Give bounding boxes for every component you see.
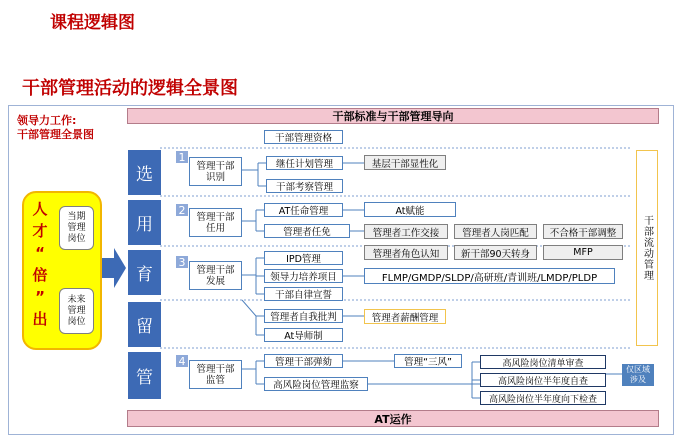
risk-down-box: 高风险岗位半年度向下检查 (480, 391, 606, 405)
base-visibility-box: 基层干部显性化 (364, 155, 446, 170)
stage-use: 用 (128, 200, 161, 245)
unqualified-box: 不合格干部调整 (543, 224, 623, 239)
talent-char: “ (35, 244, 45, 262)
talent-char: ” (35, 288, 45, 306)
appointment-box: 管理者任免 (264, 224, 350, 238)
evaluation-box: 干部考察管理 (266, 179, 343, 193)
process-identify: 管理干部 识别 (189, 157, 242, 186)
leadership-box: 领导力培养项目 (264, 269, 343, 283)
flow-management-panel (636, 150, 658, 346)
succession-box: 继任计划管理 (266, 156, 343, 170)
pay-box: 管理者薪酬管理 (364, 309, 446, 324)
mentor-box: At导师制 (264, 328, 343, 342)
ipd-box: IPD管理 (264, 251, 343, 265)
bottom-banner: AT运作 (127, 410, 659, 427)
stage-manage: 管 (128, 352, 161, 399)
process-appoint: 管理干部 任用 (189, 208, 242, 237)
self-criticism-box: 管理者自我批判 (264, 309, 343, 323)
talent-char: 出 (32, 310, 48, 328)
flow-management-label: 干部流动管理 (641, 215, 653, 281)
stage-retain: 留 (128, 302, 161, 347)
diagram-title: 干部管理活动的逻辑全景图 (22, 78, 238, 99)
step-number: 4 (175, 354, 189, 368)
step-number: 2 (175, 203, 189, 217)
region-tag: 仅区域 涉及 (622, 364, 654, 386)
at-appointment-box: AT任命管理 (264, 203, 343, 217)
step-number: 1 (175, 150, 189, 164)
top-banner: 干部标准与干部管理导向 (127, 108, 659, 124)
step-number: 3 (175, 255, 189, 269)
talent-char: 人 (32, 200, 48, 218)
stage-select: 选 (128, 150, 161, 195)
impeach-box: 管理干部弹劾 (264, 354, 343, 368)
flow-arrow (100, 248, 126, 288)
stage-develop: 育 (128, 250, 161, 295)
page-title: 课程逻辑图 (50, 13, 135, 33)
three-styles-box: 管理“三风” (394, 354, 462, 368)
future-position-box: 未来 管理 岗位 (59, 288, 94, 334)
high-risk-box: 高风险岗位管理监察 (264, 377, 368, 391)
talent-char: 倍 (32, 266, 48, 284)
programs-box: FLMP/GMDP/SLDP/高研班/青训班/LMDP/PLDP (364, 268, 615, 284)
process-supervise: 管理干部 监管 (189, 360, 242, 389)
talent-char: 才 (32, 222, 48, 240)
mfp-box: MFP (543, 245, 623, 260)
at-empower-box: At赋能 (364, 202, 456, 217)
qualification-box: 干部管理资格 (264, 130, 343, 144)
risk-year-box: 高风险岗位半年度自查 (480, 373, 606, 387)
self-discipline-box: 干部自律宣誓 (264, 287, 343, 301)
current-position-box: 当期 管理 岗位 (59, 206, 94, 250)
handover-box: 管理者工作交接 (364, 224, 448, 239)
left-label-line2: 干部管理全景图 (17, 128, 94, 141)
new-90-box: 新干部90天转身 (454, 245, 537, 260)
left-label-line1: 领导力工作: (17, 114, 77, 127)
matching-box: 管理者人岗匹配 (454, 224, 537, 239)
role-cognition-box: 管理者角色认知 (364, 245, 448, 260)
process-develop: 管理干部 发展 (189, 261, 242, 290)
risk-list-box: 高风险岗位清单审查 (480, 355, 606, 369)
talent-slogan (28, 198, 52, 330)
